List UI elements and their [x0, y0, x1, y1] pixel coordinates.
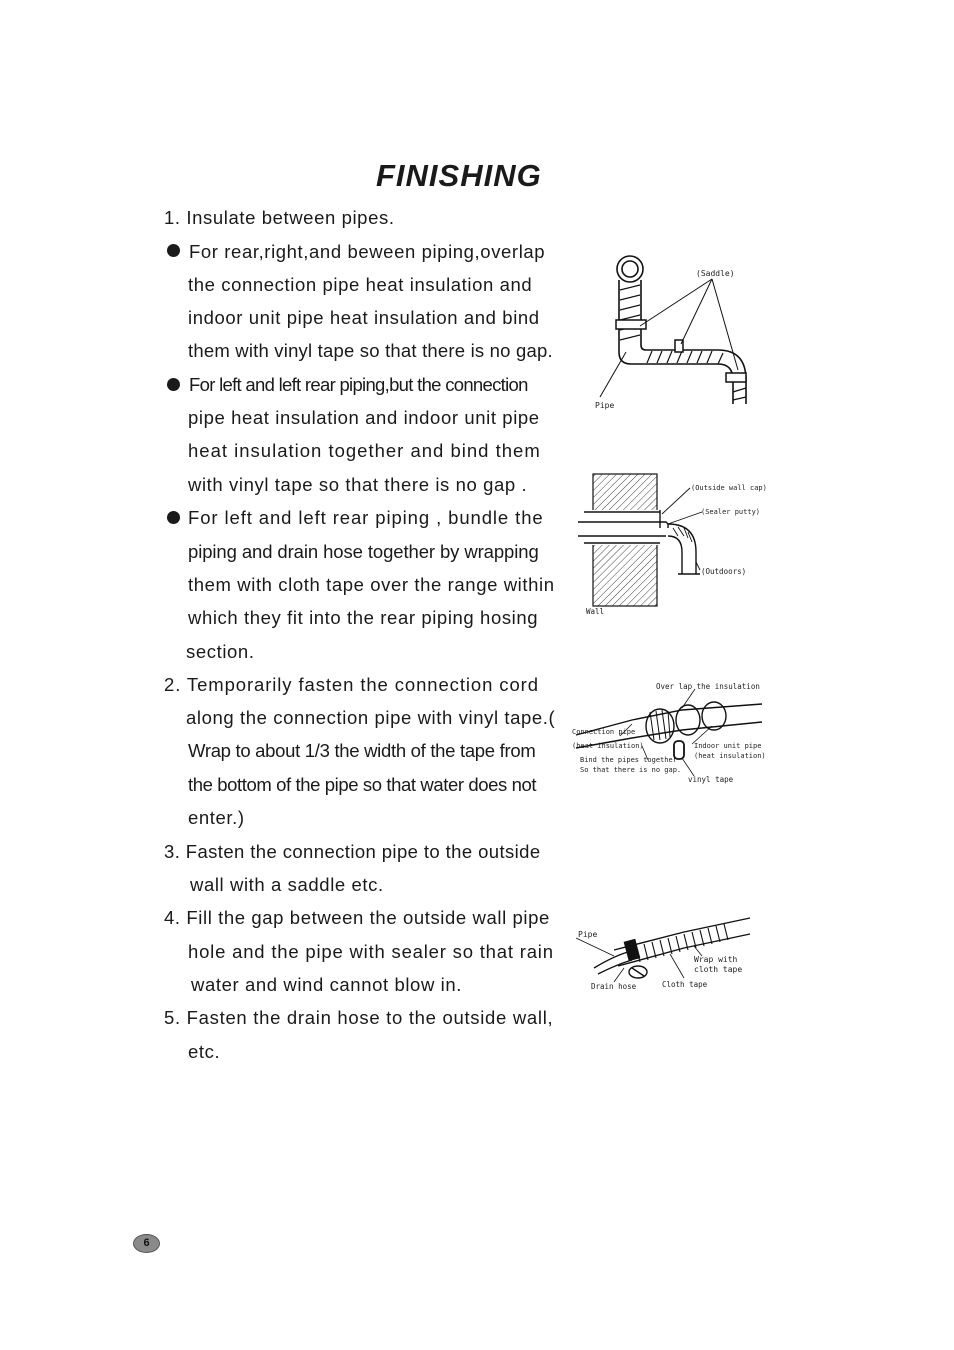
- wall-figure: [578, 470, 768, 620]
- page-title: FINISHING: [376, 158, 542, 193]
- overlap-label: Over lap the insulation: [656, 682, 760, 691]
- indoor-label-2: (heat insulation): [694, 752, 766, 760]
- step-2: 2. Temporarily fasten the connection cord: [164, 674, 539, 695]
- bind-label: Bind the pipes together: [580, 756, 677, 764]
- step-5-text: etc.: [188, 1041, 221, 1062]
- wrap-label: Wrap with: [694, 955, 738, 964]
- conn-label-2: (heat insulation): [572, 742, 644, 750]
- cloth-label: Cloth tape: [662, 980, 708, 989]
- page-number: 6: [133, 1234, 160, 1253]
- outdoors-label: (Outdoors): [701, 567, 747, 576]
- wall-label: Wall: [586, 607, 605, 616]
- drain-label: Drain hose: [591, 982, 637, 991]
- indoor-label: Indoor unit pipe: [694, 742, 762, 750]
- step-3: 3. Fasten the connection pipe to the outside: [164, 841, 541, 862]
- step-4-text: water and wind cannot blow in.: [191, 974, 462, 995]
- step-1-text: them with vinyl tape so that there is no gap.: [188, 340, 553, 361]
- bullet-icon: [167, 378, 180, 391]
- step-1-text: For rear,right,and beween piping,overlap: [189, 241, 546, 262]
- step-1-text: heat insulation together and bind them: [188, 440, 541, 461]
- step-2-text: enter.): [188, 807, 245, 828]
- step-1: 1. Insulate between pipes.: [164, 207, 395, 228]
- step-1-text: which they fit into the rear piping hosing: [188, 607, 539, 628]
- step-1-text: For left and left rear piping,but the connection: [189, 374, 528, 395]
- conn-label: Connection pipe: [572, 728, 636, 736]
- step-3-text: wall with a saddle etc.: [190, 874, 384, 895]
- step-2-text: along the connection pipe with vinyl tape.(: [186, 707, 556, 728]
- bullet-icon: [167, 244, 180, 257]
- insulation-figure: [570, 680, 770, 790]
- step-1-text: indoor unit pipe heat insulation and bind: [188, 307, 540, 328]
- vinyl-label: vinyl tape: [688, 775, 734, 784]
- putty-label: (Sealer putty): [701, 508, 761, 516]
- step-2-text: the bottom of the pipe so that water does not: [188, 774, 537, 795]
- wrap-label-2: cloth tape: [694, 965, 743, 974]
- bind-label-2: So that there is no gap.: [580, 766, 682, 774]
- step-1-text: section.: [186, 641, 255, 662]
- saddle-figure: [590, 252, 765, 417]
- step-2-text: Wrap to about 1/3 the width of the tape from: [188, 740, 536, 761]
- step-1-text: For left and left rear piping , bundle the: [188, 507, 544, 528]
- step-4: 4. Fill the gap between the outside wall pipe: [164, 907, 550, 928]
- cap-label: (Outside wall cap): [691, 484, 767, 492]
- pipe-label: Pipe: [578, 930, 598, 939]
- step-1-text: them with cloth tape over the range within: [188, 574, 555, 595]
- step-5: 5. Fasten the drain hose to the outside wall,: [164, 1007, 554, 1028]
- bullet-icon: [167, 511, 180, 524]
- saddle-label: (Saddle): [696, 269, 735, 278]
- step-1-text: pipe heat insulation and indoor unit pipe: [188, 407, 540, 428]
- pipe-label: Pipe: [595, 401, 615, 410]
- step-1-text: piping and drain hose together by wrapping: [188, 541, 539, 562]
- step-1-text: with vinyl tape so that there is no gap .: [188, 474, 528, 495]
- cloth-tape-figure: [574, 910, 764, 995]
- step-1-text: the connection pipe heat insulation and: [188, 274, 533, 295]
- step-4-text: hole and the pipe with sealer so that rain: [188, 941, 554, 962]
